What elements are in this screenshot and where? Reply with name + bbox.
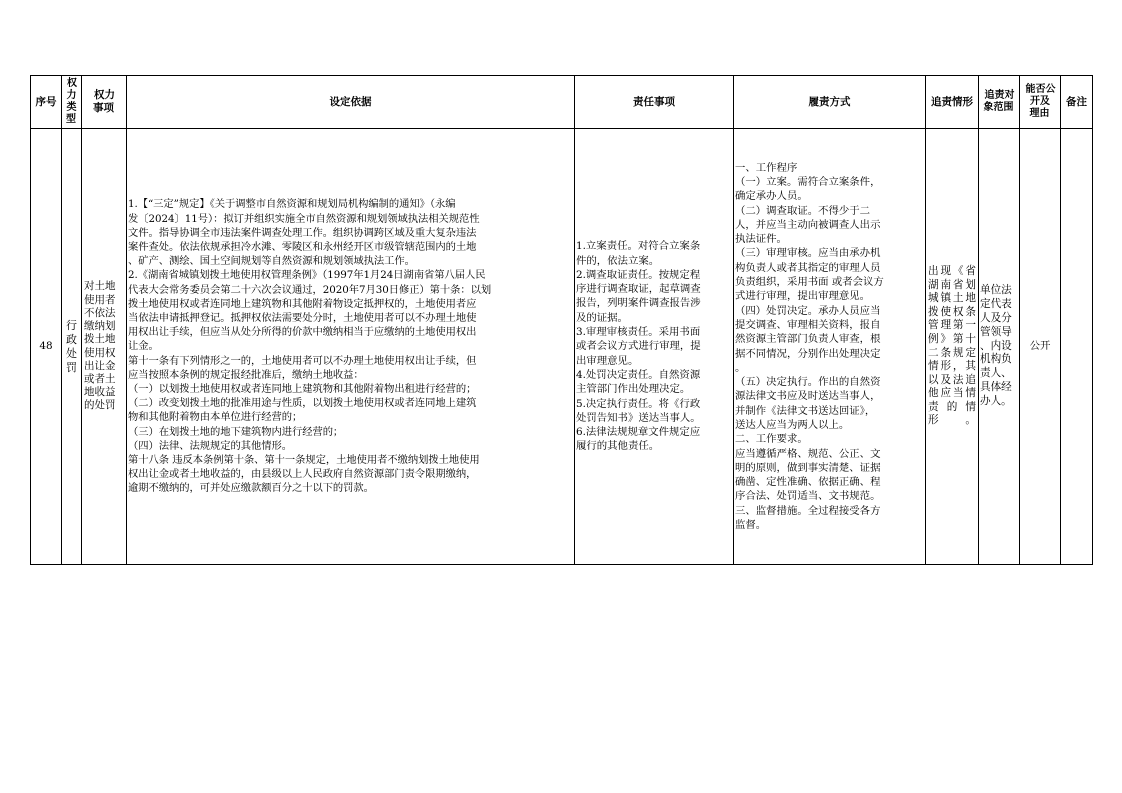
cell-type: 行 政 处 罚: [62, 129, 82, 565]
header-remark: 备注: [1061, 76, 1093, 129]
header-seq: 序号: [31, 76, 62, 129]
cell-basis: 1.【“三定”规定】《关于调整市自然资源和规划局机构编制的通知》（永编 发〔2024〕11号）：拟订并组织实施全市自然资源和规划领域执法相关规范性 文件。指导协调全市违法案件调查处理工作。组织协调跨区域及重大复杂违法 案件查处。依法依规承担冷水滩、零陵区和永州经开区市级管辖范围内的土地 、矿产、测绘、国土空间规划等自然资源和规划领域执法工作。 2.《湖南省城镇划拨土地使用权管理条例》（1997年1月24日湖南省第八届人民 代表大会常务委员会第二十六次会议通过，2020年7月30日修正）第十条：以划 拨土地使用权或者连同地上建筑物和其他附着物设定抵押权的，土地使用者应 当依法申请抵押登记。抵押权依法需要处分时，土地使用者可以不办理土地使 用权出让手续，但应当从处分所得的价款中缴纳相当于应缴纳的土地使用权出 让金。 第十一条有下列情形之一的，土地使用者可以不办理土地使用权出让手续，但 应当按照本条例的规定报经批准后，缴纳土地收益： （一）以划拨土地使用权或者连同地上建筑物和其他附着物出租进行经营的； （二）改变划拨土地的批准用途与性质，以划拨土地使用权或者连同地上建筑 物和其他附着物由本单位进行经营的； （三）在划拨土地的地下建筑物内进行经营的； （四）法律、法规规定的其他情形。 第十八条 违反本条例第十条、第十一条规定，土地使用者不缴纳划拨土地使用 权出让金或者土地收益的，由县级以上人民政府自然资源部门责令限期缴纳， 逾期不缴纳的，可并处应缴款额百分之十以下的罚款。: [127, 129, 575, 565]
cell-scope: 单位法 定代表 人及分 管领导 、内设 机构负 责人、 具体经 办人。: [979, 129, 1020, 565]
cell-disclose: 公开: [1020, 129, 1061, 565]
header-row: [31, 76, 1093, 129]
cell-item: 对土地 使用者 不依法 缴纳划 拨土地 使用权 出让金 或者土 地收益 的处罚: [82, 129, 127, 565]
header-case: 追责情形: [926, 76, 979, 129]
header-item: 权力 事项: [82, 76, 127, 129]
cell-seq: 48: [31, 129, 62, 565]
cell-way: 一、工作程序 （一）立案。需符合立案条件， 确定承办人员。 （二）调查取证。不得少于二 人，并应当主动向被调查人出示 执法证件。 （三）审理审核。应当由承办机 构负责人或者其指定的审理人员 负责组织，采用书面 或者会议方 式进行审理，提出审理意见。 （四）处罚决定。承办人员应当 提交调查、审理相关资料，报自 然资源主管部门负责人审查，根 据不同情况，分别作出处理决定 。 （五）决定执行。作出的自然资 源法律文书应及时送达当事人， 并制作《法律文书送达回证》， 送达人应当为两人以上。 二、工作要求。 应当遵循严格、规范、公正、文 明的原则，做到事实清楚、证据 确凿、定性准确、依据正确、程 序合法、处罚适当、文书规范。 三、监督措施。全过程接受各方 监督。: [734, 129, 926, 565]
cell-resp: 1.立案责任。对符合立案条 件的，依法立案。 2.调查取证责任。按规定程 序进行调查取证，起草调查 报告，列明案件调查报告涉 及的证据。 3.审理审核责任。采用书面 或者会议方式进行审理，提 出审理意见。 4.处罚决定责任。自然资源 主管部门作出处理决定。 5.决定执行责任。将《行政 处罚告知书》送达当事人。 6.法律法规规章文件规定应 履行的其他责任。: [575, 129, 734, 565]
header-basis: 设定依据: [127, 76, 575, 129]
cell-case: 出现《省 湖南省划 城镇土地 拨使权条 管理第一 例》第十 二条规定 情形，其 以及法追 他应当情 责的情 形。: [926, 129, 979, 565]
power-list-table: [30, 75, 1093, 565]
header-scope: 追责对 象范围: [979, 76, 1020, 129]
table-row: [31, 129, 1093, 565]
cell-remark: [1061, 129, 1093, 565]
header-way: 履责方式: [734, 76, 926, 129]
header-resp: 责任事项: [575, 76, 734, 129]
header-disclose: 能否公 开及 理由: [1020, 76, 1061, 129]
header-type: 权力 类型: [62, 76, 82, 129]
